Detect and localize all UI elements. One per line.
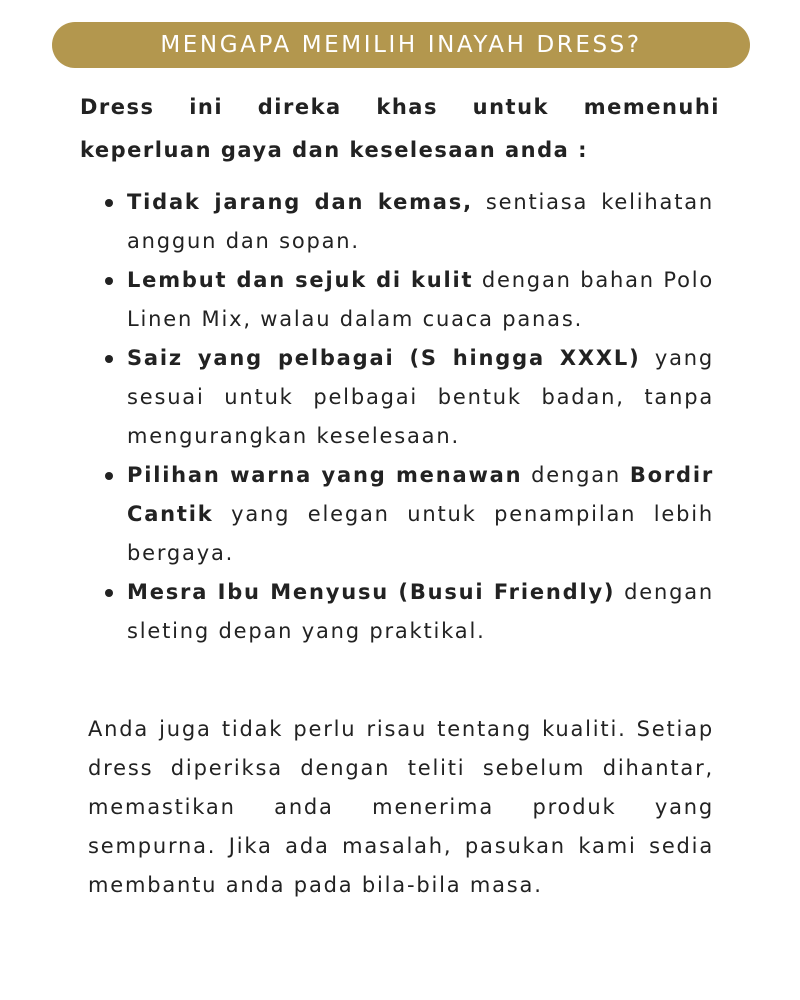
- feature-highlight-secondary: Bordir Cantik: [127, 463, 714, 526]
- bullet-dot: [105, 589, 113, 597]
- list-item: [100, 573, 714, 651]
- bullet-dot: [105, 472, 113, 480]
- feature-description: yang sesuai untuk pelbagai bentuk badan, tanpa mengurangkan keselesaan.: [127, 346, 714, 448]
- feature-highlight: Pilihan warna yang menawan: [127, 463, 523, 487]
- list-item: [100, 183, 714, 261]
- closing-paragraph: Anda juga tidak perlu risau tentang kualiti. Setiap dress diperiksa dengan teliti sebelum dihantar, memastikan anda menerima produk yang sempurna. Jika ada masalah, pasukan kami sedia membantu anda pada bila-bila masa.: [88, 717, 714, 897]
- bullet-dot: [105, 199, 113, 207]
- bullet-dot: [105, 355, 113, 363]
- feature-connector: dengan: [522, 463, 630, 487]
- title-banner: [52, 22, 750, 68]
- feature-highlight: Saiz yang pelbagai (S hingga XXXL): [127, 346, 641, 370]
- list-item: [100, 456, 714, 573]
- page-title: MENGAPA MEMILIH INAYAH DRESS?: [160, 32, 642, 58]
- feature-highlight: Lembut dan sejuk di kulit: [127, 268, 474, 292]
- feature-description: sentiasa kelihatan anggun dan sopan.: [127, 190, 714, 253]
- feature-highlight: Mesra Ibu Menyusu (Busui Friendly): [127, 580, 616, 604]
- feature-description: dengan sleting depan yang praktikal.: [127, 580, 715, 643]
- feature-description: yang elegan untuk penampilan lebih bergaya.: [127, 502, 714, 565]
- feature-description: dengan bahan Polo Linen Mix, walau dalam cuaca panas.: [127, 268, 715, 331]
- feature-list: [100, 183, 714, 651]
- bullet-dot: [105, 277, 113, 285]
- list-item: [100, 339, 714, 456]
- intro-text: Dress ini direka khas untuk memenuhi keperluan gaya dan keselesaan anda :: [80, 95, 720, 162]
- list-item: [100, 261, 714, 339]
- feature-highlight: Tidak jarang dan kemas,: [127, 190, 473, 214]
